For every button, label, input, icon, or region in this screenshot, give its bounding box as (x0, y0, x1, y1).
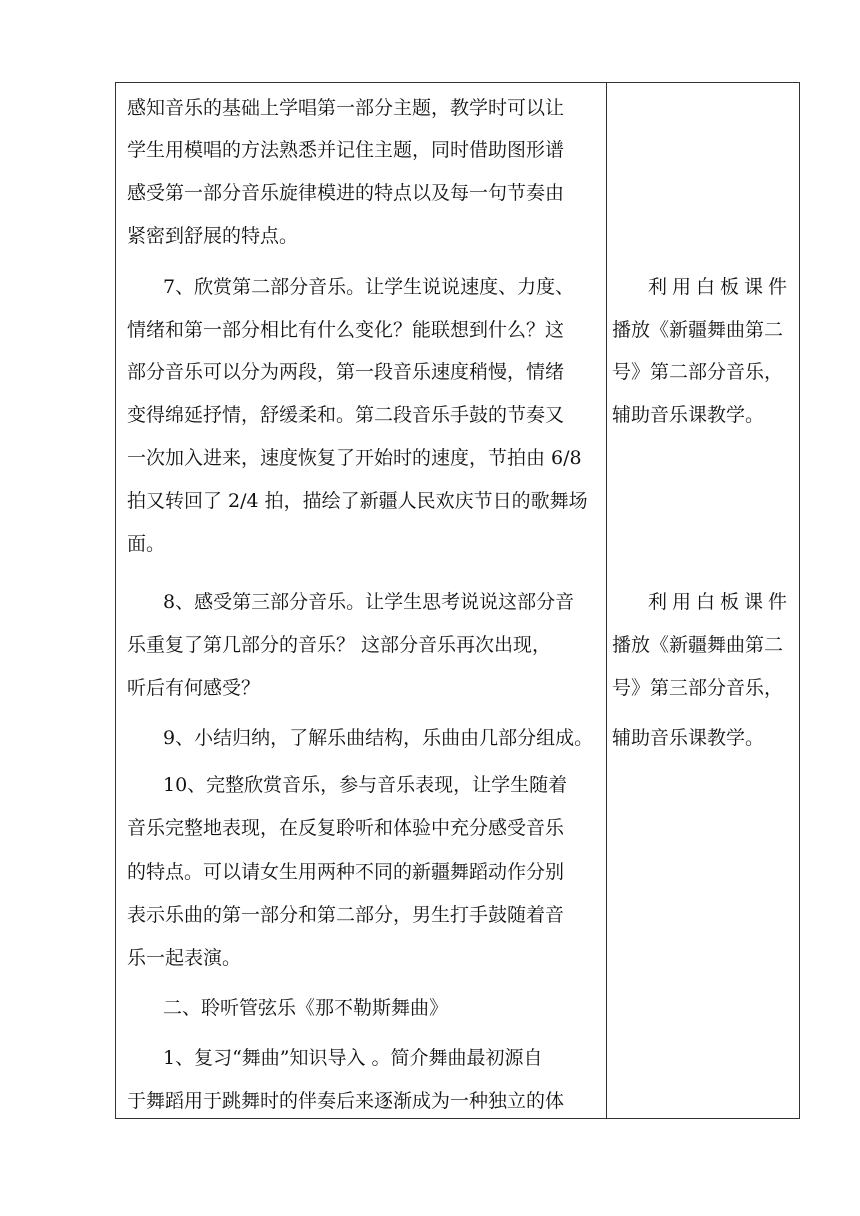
text-line: 部分音乐可以分为两段，第一段音乐速度稍慢，情绪 (127, 361, 565, 383)
text-line: 感受第一部分音乐旋律模进的特点以及每一句节奏由 (127, 182, 565, 204)
text-line: 拍又转回了 2/4 拍，描绘了新疆人民欢庆节日的歌舞场 (127, 490, 588, 512)
text-line: 乐一起表演。 (127, 947, 242, 969)
note-line: 号》第二部分音乐， (612, 361, 784, 383)
note-line: 播放《新疆舞曲第二 (612, 319, 784, 341)
text-line: 10、完整欣赏音乐，参与音乐表现，让学生随着 (163, 774, 568, 796)
text-line: 9、小结归纳，了解乐曲结构，乐曲由几部分组成。 (163, 727, 594, 749)
media-notes-column (607, 83, 799, 1118)
text-line: 1、复习“舞曲”知识导入 。简介舞曲最初源自 (163, 1047, 543, 1069)
text-line: 8、感受第三部分音乐。让学生思考说说这部分音 (163, 591, 575, 613)
teaching-process-column (116, 83, 606, 1118)
note-line: 辅助音乐课教学。 (612, 404, 765, 426)
text-line: 表示乐曲的第一部分和第二部分，男生打手鼓随着音 (127, 904, 565, 926)
text-line: 音乐完整地表现，在反复聆听和体验中充分感受音乐 (127, 817, 565, 839)
text-line: 学生用模唱的方法熟悉并记住主题，同时借助图形谱 (127, 139, 565, 161)
text-line: 乐重复了第几部分的音乐？ 这部分音乐再次出现， (127, 634, 552, 656)
section-heading: 二、聆听管弦乐《那不勒斯舞曲》 (163, 997, 449, 1019)
note-line: 号》第三部分音乐， (612, 677, 784, 699)
text-line: 听后有何感受？ (127, 677, 261, 699)
text-line: 紧密到舒展的特点。 (127, 225, 299, 247)
text-line: 情绪和第一部分相比有什么变化？能联想到什么？这 (127, 319, 565, 341)
note-line: 利用白板课件 (648, 276, 793, 298)
note-line: 利用白板课件 (648, 591, 793, 613)
note-line: 播放《新疆舞曲第二 (612, 634, 784, 656)
lesson-table (115, 82, 800, 1119)
text-line: 面。 (127, 533, 166, 555)
text-line: 7、欣赏第二部分音乐。让学生说说速度、力度、 (163, 276, 575, 298)
note-line: 辅助音乐课教学。 (612, 727, 765, 749)
text-line: 的特点。可以请女生用两种不同的新疆舞蹈动作分别 (127, 861, 565, 883)
text-line: 感知音乐的基础上学唱第一部分主题，教学时可以让 (127, 97, 565, 119)
text-line: 于舞蹈用于跳舞时的伴奏后来逐渐成为一种独立的体 (127, 1090, 565, 1112)
text-line: 变得绵延抒情，舒缓柔和。第二段音乐手鼓的节奏又 (127, 404, 565, 426)
text-line: 一次加入进来，速度恢复了开始时的速度，节拍由 6/8 (127, 447, 582, 469)
